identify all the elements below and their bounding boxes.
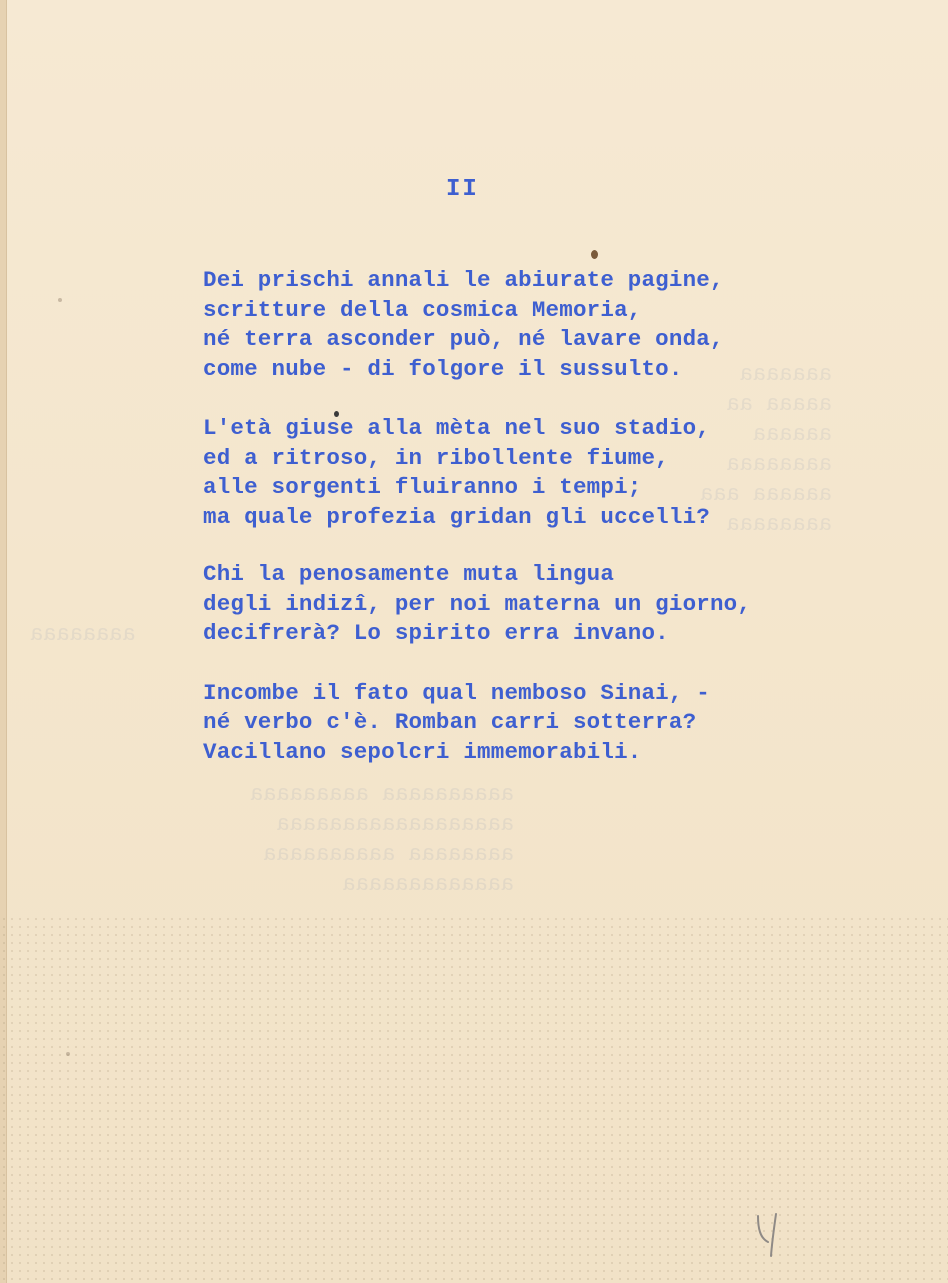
pencil-page-mark: [752, 1212, 786, 1258]
poem-line: Chi la penosamente muta lingua: [203, 561, 615, 587]
section-number: II: [446, 176, 479, 203]
poem-line: né verbo c'è. Romban carri sotterra?: [203, 709, 697, 735]
ink-spot: [591, 250, 598, 259]
stanza-2: [203, 414, 803, 532]
pin-hole: [66, 1052, 70, 1056]
poem-line: alle sorgenti fluiranno i tempi;: [203, 474, 642, 500]
poem-line: decifrerà? Lo spirito erra invano.: [203, 620, 669, 646]
poem-body: [203, 266, 803, 797]
pin-hole: [58, 298, 62, 302]
stanza-1: [203, 266, 803, 384]
poem-line: Dei prischi annali le abiurate pagine,: [203, 267, 724, 293]
poem-line: Vacillano sepolcri immemorabili.: [203, 738, 642, 765]
stanza-4: [203, 679, 803, 768]
poem-line: né terra asconder può, né lavare onda,: [203, 326, 724, 352]
poem-line: degli indizî, per noi materna un giorno,: [203, 590, 752, 617]
poem-line: come nube - di folgore il sussulto.: [203, 355, 683, 382]
poem-line: scritture della cosmica Memoria,: [203, 296, 642, 323]
stanza-3: [203, 560, 803, 649]
show-through-text: aaaaaaaa: [30, 622, 136, 647]
poem-line: ma quale profezia gridan gli uccelli?: [203, 503, 710, 530]
poem-line: ed a ritroso, in ribollente fiume,: [203, 444, 669, 471]
paper-texture: [0, 915, 948, 1283]
poem-line: Incombe il fato qual nemboso Sinai, -: [203, 679, 710, 706]
poem-line: L'età giuse alla mèta nel suo stadio,: [203, 415, 710, 441]
show-through-text: aaaaaaaaaa aaaaaaaaa aaaaaaaaaaaaaaaaaa aaaaaaaa aaaaaaaaaa aaaaaaaaaaaaa: [250, 782, 515, 897]
show-through-text: aaaaaaa aaaaa aa aaaaaa aaaaaaaa aaaaaa aaa aaaaaaaa: [700, 362, 833, 537]
